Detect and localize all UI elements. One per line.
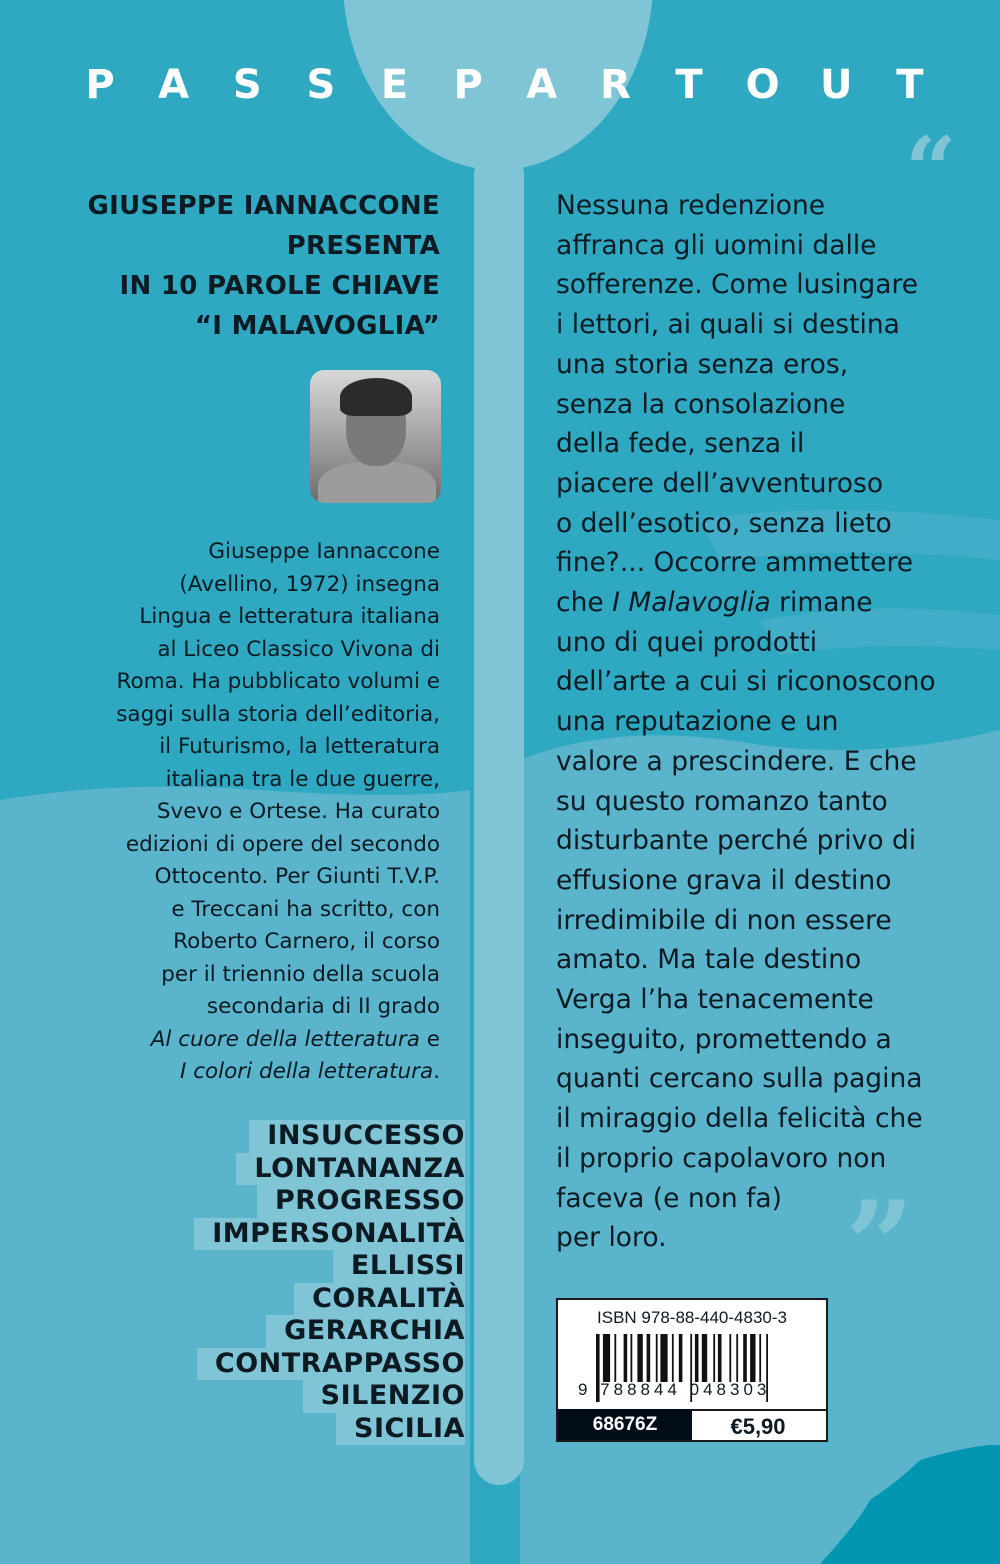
series-letter: R: [599, 62, 631, 108]
series-letter: T: [896, 62, 924, 108]
bio-line: Ottocento. Per Giunti T.V.P.: [154, 864, 440, 889]
back-cover-quote: [556, 186, 976, 1258]
barcode-bar: [647, 1334, 651, 1382]
quote-line: uno di quei prodotti: [556, 626, 818, 658]
bio-line: edizioni di opere del secondo: [125, 831, 440, 857]
series-letter: P: [453, 62, 483, 108]
bio-line: Lingua e letteratura italiana: [139, 604, 440, 629]
quote-line: per loro.: [556, 1222, 667, 1254]
isbn: ISBN 978-88-440-4830-3: [597, 1308, 787, 1327]
quote-line: senza la consolazione: [556, 388, 846, 420]
series-letter: A: [526, 62, 558, 108]
bio-line: Giuseppe Iannaccone: [208, 539, 440, 564]
barcode-bar: [743, 1334, 747, 1382]
barcode-bar: [603, 1334, 610, 1382]
title-line: IN 10 PAROLE CHIAVE: [119, 271, 440, 301]
bio-text: .: [433, 1059, 440, 1084]
barcode-label: [556, 1298, 828, 1442]
author-bio: [60, 536, 440, 1089]
series-letter: S: [232, 62, 262, 108]
series-logo: [80, 62, 930, 108]
series-letter: T: [675, 62, 703, 108]
open-quote-mark: “: [905, 117, 957, 223]
quote-line: della fede, senza il: [556, 428, 805, 460]
bio-line: italiana tra le due guerre,: [165, 766, 440, 792]
keyword: GERARCHIA: [266, 1315, 465, 1348]
barcode-bar: [614, 1334, 616, 1382]
bio-book-title: Al cuore della letteratura: [150, 1026, 420, 1052]
quote-line: il miraggio della felicità che: [556, 1103, 923, 1135]
bio-line: saggi sulla storia dell’editoria,: [116, 701, 440, 727]
barcode-bar: [759, 1334, 761, 1382]
quote-text: rimane: [770, 587, 873, 619]
barcode-bar: [729, 1334, 731, 1382]
barcode-bar: [695, 1334, 699, 1382]
quote-line: Verga l’ha tenacemente: [556, 984, 874, 1016]
barcode-bar: [679, 1334, 683, 1382]
quote-line: o dell’esotico, senza lieto: [556, 507, 892, 539]
quote-line: amato. Ma tale destino: [556, 944, 862, 976]
quote-line: disturbante perché privo di: [556, 825, 917, 857]
quote-line: una reputazione e un: [556, 706, 839, 738]
keyword: PROGRESSO: [257, 1185, 465, 1218]
quote-line: effusione grava il destino: [556, 864, 892, 896]
bio-line: per il triennio della scuola: [161, 961, 440, 987]
quote-book-title: I Malavoglia: [612, 587, 771, 619]
quote-text: che: [556, 587, 613, 619]
bio-text: e: [419, 1026, 440, 1052]
quote-line: affranca gli uomini dalle: [556, 229, 877, 261]
bio-line: Svevo e Ortese. Ha curato: [156, 799, 440, 824]
bio-line: Roberto Carnero, il corso: [173, 929, 440, 954]
bio-line: secondaria di II grado: [206, 994, 440, 1019]
quote-line: fine?... Occorre ammettere: [556, 547, 914, 579]
barcode-bar: [702, 1334, 707, 1382]
keyword: IMPERSONALITÀ: [194, 1218, 465, 1251]
glass-stem: [474, 150, 524, 1485]
close-quote-mark: ”: [845, 1175, 915, 1316]
barcode-bar: [750, 1334, 755, 1382]
keyword: ELLISSI: [333, 1250, 465, 1283]
barcode-bar: [637, 1334, 642, 1382]
bio-book-title: I colori della letteratura: [180, 1059, 434, 1084]
series-letter: S: [306, 62, 336, 108]
quote-line: inseguito, promettendo a: [556, 1023, 892, 1055]
barcode-bar: [624, 1334, 628, 1382]
barcode-bar: [656, 1334, 658, 1382]
bio-line: Roma. Ha pubblicato volumi e: [116, 669, 440, 694]
title-line: “I MALAVOGLIA”: [194, 311, 440, 341]
quote-line: Nessuna redenzione: [556, 190, 826, 221]
series-letter: O: [745, 62, 780, 108]
series-letter: U: [820, 62, 853, 108]
keyword: CONTRAPPASSO: [197, 1348, 465, 1381]
series-letter: A: [158, 62, 190, 108]
barcode-bar: [718, 1334, 722, 1382]
quote-line: irredimibile di non essere: [556, 904, 892, 936]
keyword: CORALITÀ: [294, 1283, 465, 1316]
quote-line: una storia senza eros,: [556, 348, 849, 380]
quote-line: il proprio capolavoro non: [556, 1142, 887, 1174]
barcode-bar: [631, 1334, 633, 1382]
quote-line: valore a prescindere. E che: [556, 745, 917, 777]
bio-line: (Avellino, 1972) insegna: [179, 571, 440, 597]
quote-line: faceva (e non fa): [556, 1182, 782, 1214]
keywords-list: [194, 1120, 465, 1445]
barcode-bar: [713, 1334, 715, 1382]
keyword: LONTANANZA: [236, 1153, 465, 1186]
book-title-block: [88, 186, 440, 346]
product-code: 68676Z: [558, 1409, 692, 1440]
author-photo: [310, 370, 441, 503]
quote-line: piacere dell’avventuroso: [556, 467, 884, 499]
keyword: INSUCCESSO: [249, 1120, 465, 1153]
keyword: SICILIA: [336, 1413, 465, 1446]
barcode-digits: 9 788844 048303: [578, 1380, 771, 1399]
bio-line: il Futurismo, la letteratura: [159, 734, 440, 759]
quote-line: su questo romanzo tanto: [556, 785, 888, 817]
bio-line: e Treccani ha scritto, con: [171, 896, 440, 922]
quote-line: quanti cercano sulla pagina: [556, 1063, 923, 1095]
series-letter: E: [380, 62, 409, 108]
price: €5,90: [690, 1409, 826, 1440]
series-letter: P: [85, 62, 115, 108]
title-line: GIUSEPPE IANNACCONE: [87, 191, 440, 221]
quote-line: sofferenze. Come lusingare: [556, 269, 919, 301]
barcode-bar: [672, 1334, 674, 1382]
quote-line: dell’arte a cui si riconoscono: [556, 666, 936, 698]
barcode-bar: [660, 1334, 667, 1382]
quote-line: i lettori, ai quali si destina: [556, 309, 900, 341]
bio-line: al Liceo Classico Vivona di: [157, 636, 440, 662]
keyword: SILENZIO: [303, 1380, 465, 1413]
barcode-bar: [736, 1334, 738, 1382]
title-line: PRESENTA: [286, 231, 440, 261]
